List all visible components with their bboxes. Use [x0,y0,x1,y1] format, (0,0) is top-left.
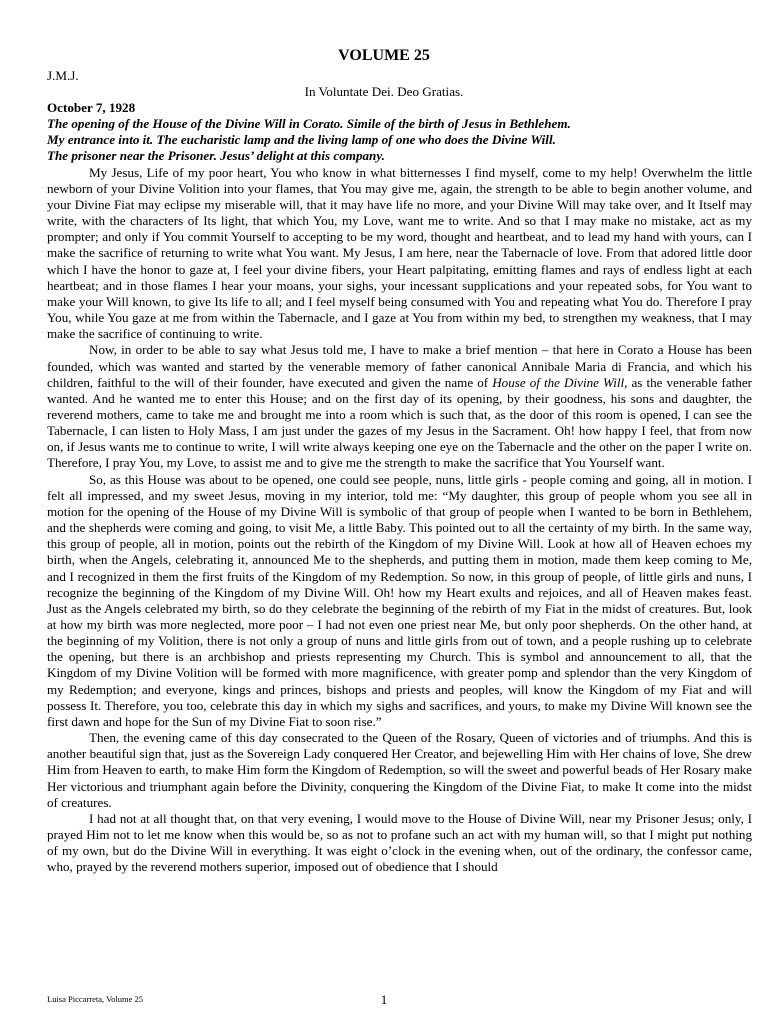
volume-title: VOLUME 25 [338,47,430,64]
paragraph-text: , as the venerable father wanted. And he wanted me to enter this House; and on the first day of its opening, by their goodness, his sons and daughter, the reverend mothers, came to take me and brought me into a room which is such that, as the door of this room is opened, I can see the Tabernacle, I can listen to Holy Mass, I am just under the gazes of my Jesus in the Sacrament. Oh! how happy I feel, that from now on, if Jesus wants me to continue to write, I will write always keeping one eye on the Tabernacle and the other on the paper I write on. Therefore, I pray You, my Love, to assist me and to give me the strength to make the sacrifice that You Yourself want. [47,374,753,471]
paragraph-rosary: Then, the evening came of this day consecrated to the Queen of the Rosary, Queen of victories and of triumphs. And this is another beautiful sign that, just as the Sovereign Lady conquered Her Creator, and bejewelling Him with Her chains of love, She drew Him from Heaven to earth, to make Him form the Kingdom of Redemption, so will the sweet and powerful beads of Her Rosary make Her victorious and triumphant again before the Divinity, conquering the Kingdom of the Divine Fiat, to make It come into the midst of creatures. [47,730,752,810]
house-name-italic: House of the Divine Will [492,374,625,390]
document-body [47,100,752,876]
entry-subtitle-3: The prisoner near the Prisoner. Jesus’ delight at this company. [47,148,385,164]
footer-source: Luisa Piccarreta, Volume 25 [47,994,143,1004]
entry-date: October 7, 1928 [47,100,136,115]
paragraph-text: Now, in order to be able to say what Jesus told me, I have to make a brief mention – that here in Corato a House has been founded, which was wanted and started by the venerable memory of father canonical Annibale Maria di Francia, and which his children, faithful to the will of their founder, have executed and given the name of [47,342,752,390]
latin-motto: In Voluntate Dei. Deo Gratias. [304,84,464,99]
jmj-monogram: J.M.J. [47,68,79,83]
paragraph-jesus-words: So, as this House was about to be opened, one could see people, nuns, little girls - people coming and going, all in motion. I felt all impressed, and my sweet Jesus, moving in my interior, told me: “My daughter, this group of people whom you see all in motion for the opening of the House of my Divine Will is symbolic of that group of people when I wanted to be born in Bethlehem, and the shepherds were coming and going, to visit Me, a little Baby. This pointed out to all the certainty of my birth. In the same way, this group of people, all in motion, points out the rebirth of the Kingdom of my Divine Will. Look at how all of Heaven echoes my birth, when the Angels, celebrating it, announced Me to the shepherds, and putting them in motion, made them keep coming to Me, and I recognized in them the first fruits of the Kingdom of my Redemption. So now, in this group of people, of little girls and nuns, I recognize the beginning of the Kingdom of my Divine Will. Oh! how my Heart exults and rejoices, and all of Heaven makes feast. Just as the Angels celebrated my birth, so do they celebrate the beginning of the rebirth of my Fiat in the midst of creatures. But, look at how my birth was more neglected, more poor – I had not even one priest near Me, but only poor shepherds. On the other hand, at the beginning of my Volition, there is not only a group of nuns and little girls from out of town, and a people rushing up to celebrate the opening, but there is an archbishop and priests representing my Church. This is symbol and announcement to all, that the Kingdom of my Divine Volition will be formed with more magnificence, with greater pomp and splendor than the very Kingdom of my Redemption; and everyone, kings and princes, bishops and priests and peoples, will know the Kingdom of my Fiat and will possess It. Therefore, you too, celebrate this day in which my sighs and sacrifices, and yours, to make my Divine Will known see the first dawn and hope for the Sun of my Divine Fiat to soon rise.” [47,471,752,729]
paragraph-prayer: My Jesus, Life of my poor heart, You who know in what bitternesses I find myself, come to my help! Overwhelm the little newborn of your Divine Volition into your flames, that You may give me, again, the strength to be able to begin another volume, and your Divine Fiat may eclipse my miserable will, that it may have life no more, and your Divine Will may take over, and It Itself may write, with the characters of Its light, that which You, my Love, want me to write. And so that I may make no mistake, act as my prompter; and only if You commit Yourself to accepting to be my word, thought and heartbeat, and to lead my hand with yours, can I make the sacrifice of returning to write what You want. My Jesus, I am here, near the Tabernacle of love. From that adored little door which I have the honor to gaze at, I feel your divine fibers, your Heart palpitating, emitting flames and rays of endless light at each heartbeat; and in those flames I hear your moans, your sighs, your incessant supplications and your repeated sobs, for You want to make your Will known, to give Its life to all; and I feel myself being consumed with You and repeating what You do. Therefore I pray You, while You gaze at me from within the Tabernacle, and I gaze at You from within my bed, to strengthen my weakness, that I may make the sacrifice of continuing to write. [47,164,752,342]
paragraph-moving: I had not at all thought that, on that very evening, I would move to the House of Divine Will, near my Prisoner Jesus; only, I prayed Him not to let me know when this would be, so as not to profane such an act with my human will, so that I might put nothing of my own, but do the Divine Will in everything. It was eight o’clock in the evening when, out of the ordinary, the confessor came, who, prayed by the reverend mothers superior, imposed out of obedience that I should [47,810,752,875]
entry-subtitle-2: My entrance into it. The eucharistic lamp and the living lamp of one who does the Divine Will. [47,132,556,148]
page-number: 1 [380,992,388,1007]
entry-subtitle-1: The opening of the House of the Divine Will in Corato. Simile of the birth of Jesus in Bethlehem. [47,116,571,132]
paragraph-house-founding [47,342,752,471]
